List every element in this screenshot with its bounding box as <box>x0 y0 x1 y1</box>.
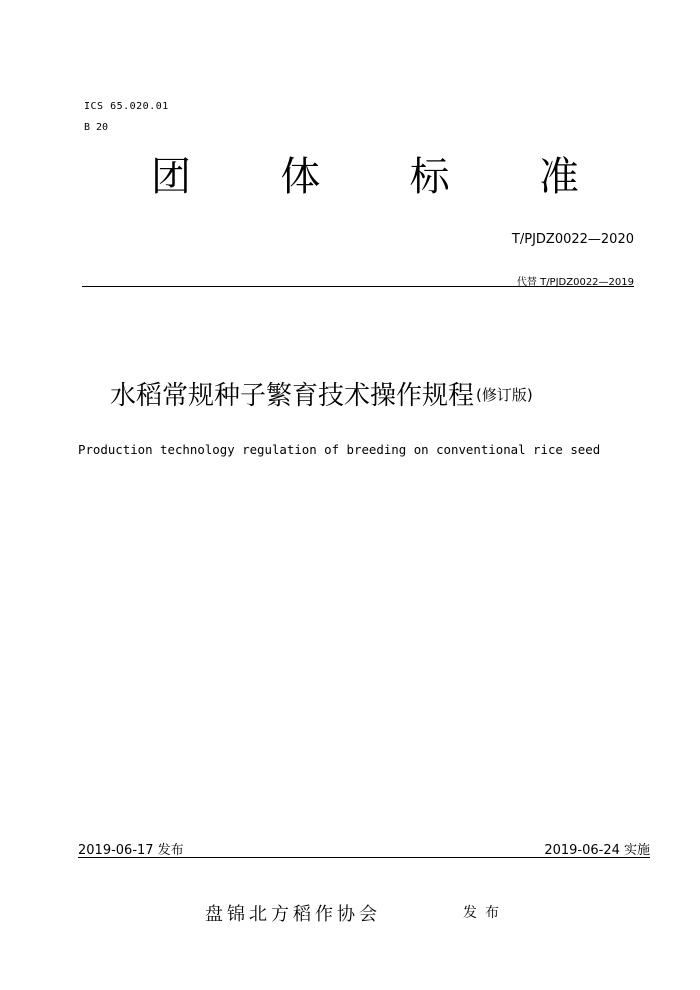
ccs-code: B 20 <box>84 122 109 133</box>
ics-code: ICS 65.020.01 <box>84 101 169 112</box>
standard-type-char: 标 <box>409 154 450 200</box>
publisher-organization: 盘锦北方稻作协会 <box>205 904 381 925</box>
standard-number: T/PJDZ0022—2020 <box>511 232 634 247</box>
document-title <box>110 377 533 414</box>
standard-type-char: 准 <box>538 154 579 200</box>
publish-label: 发布 <box>463 905 507 921</box>
document-title-suffix: (修订版) <box>476 386 533 404</box>
bottom-divider <box>78 857 650 858</box>
publish-date: 2019-06-17 发布 <box>78 843 184 858</box>
standard-type-char: 团 <box>151 154 191 200</box>
document-title-english: Production technology regulation of breeding on conventional rice seed <box>78 442 601 457</box>
replaces-note: 代替 T/PJDZ0022—2019 <box>516 277 634 288</box>
standard-type-heading <box>150 152 580 202</box>
implementation-date: 2019-06-24 实施 <box>544 843 650 858</box>
top-divider <box>82 286 634 287</box>
standard-type-char: 体 <box>280 154 321 200</box>
document-title-main: 水稻常规种子繁育技术操作规程 <box>110 381 475 411</box>
